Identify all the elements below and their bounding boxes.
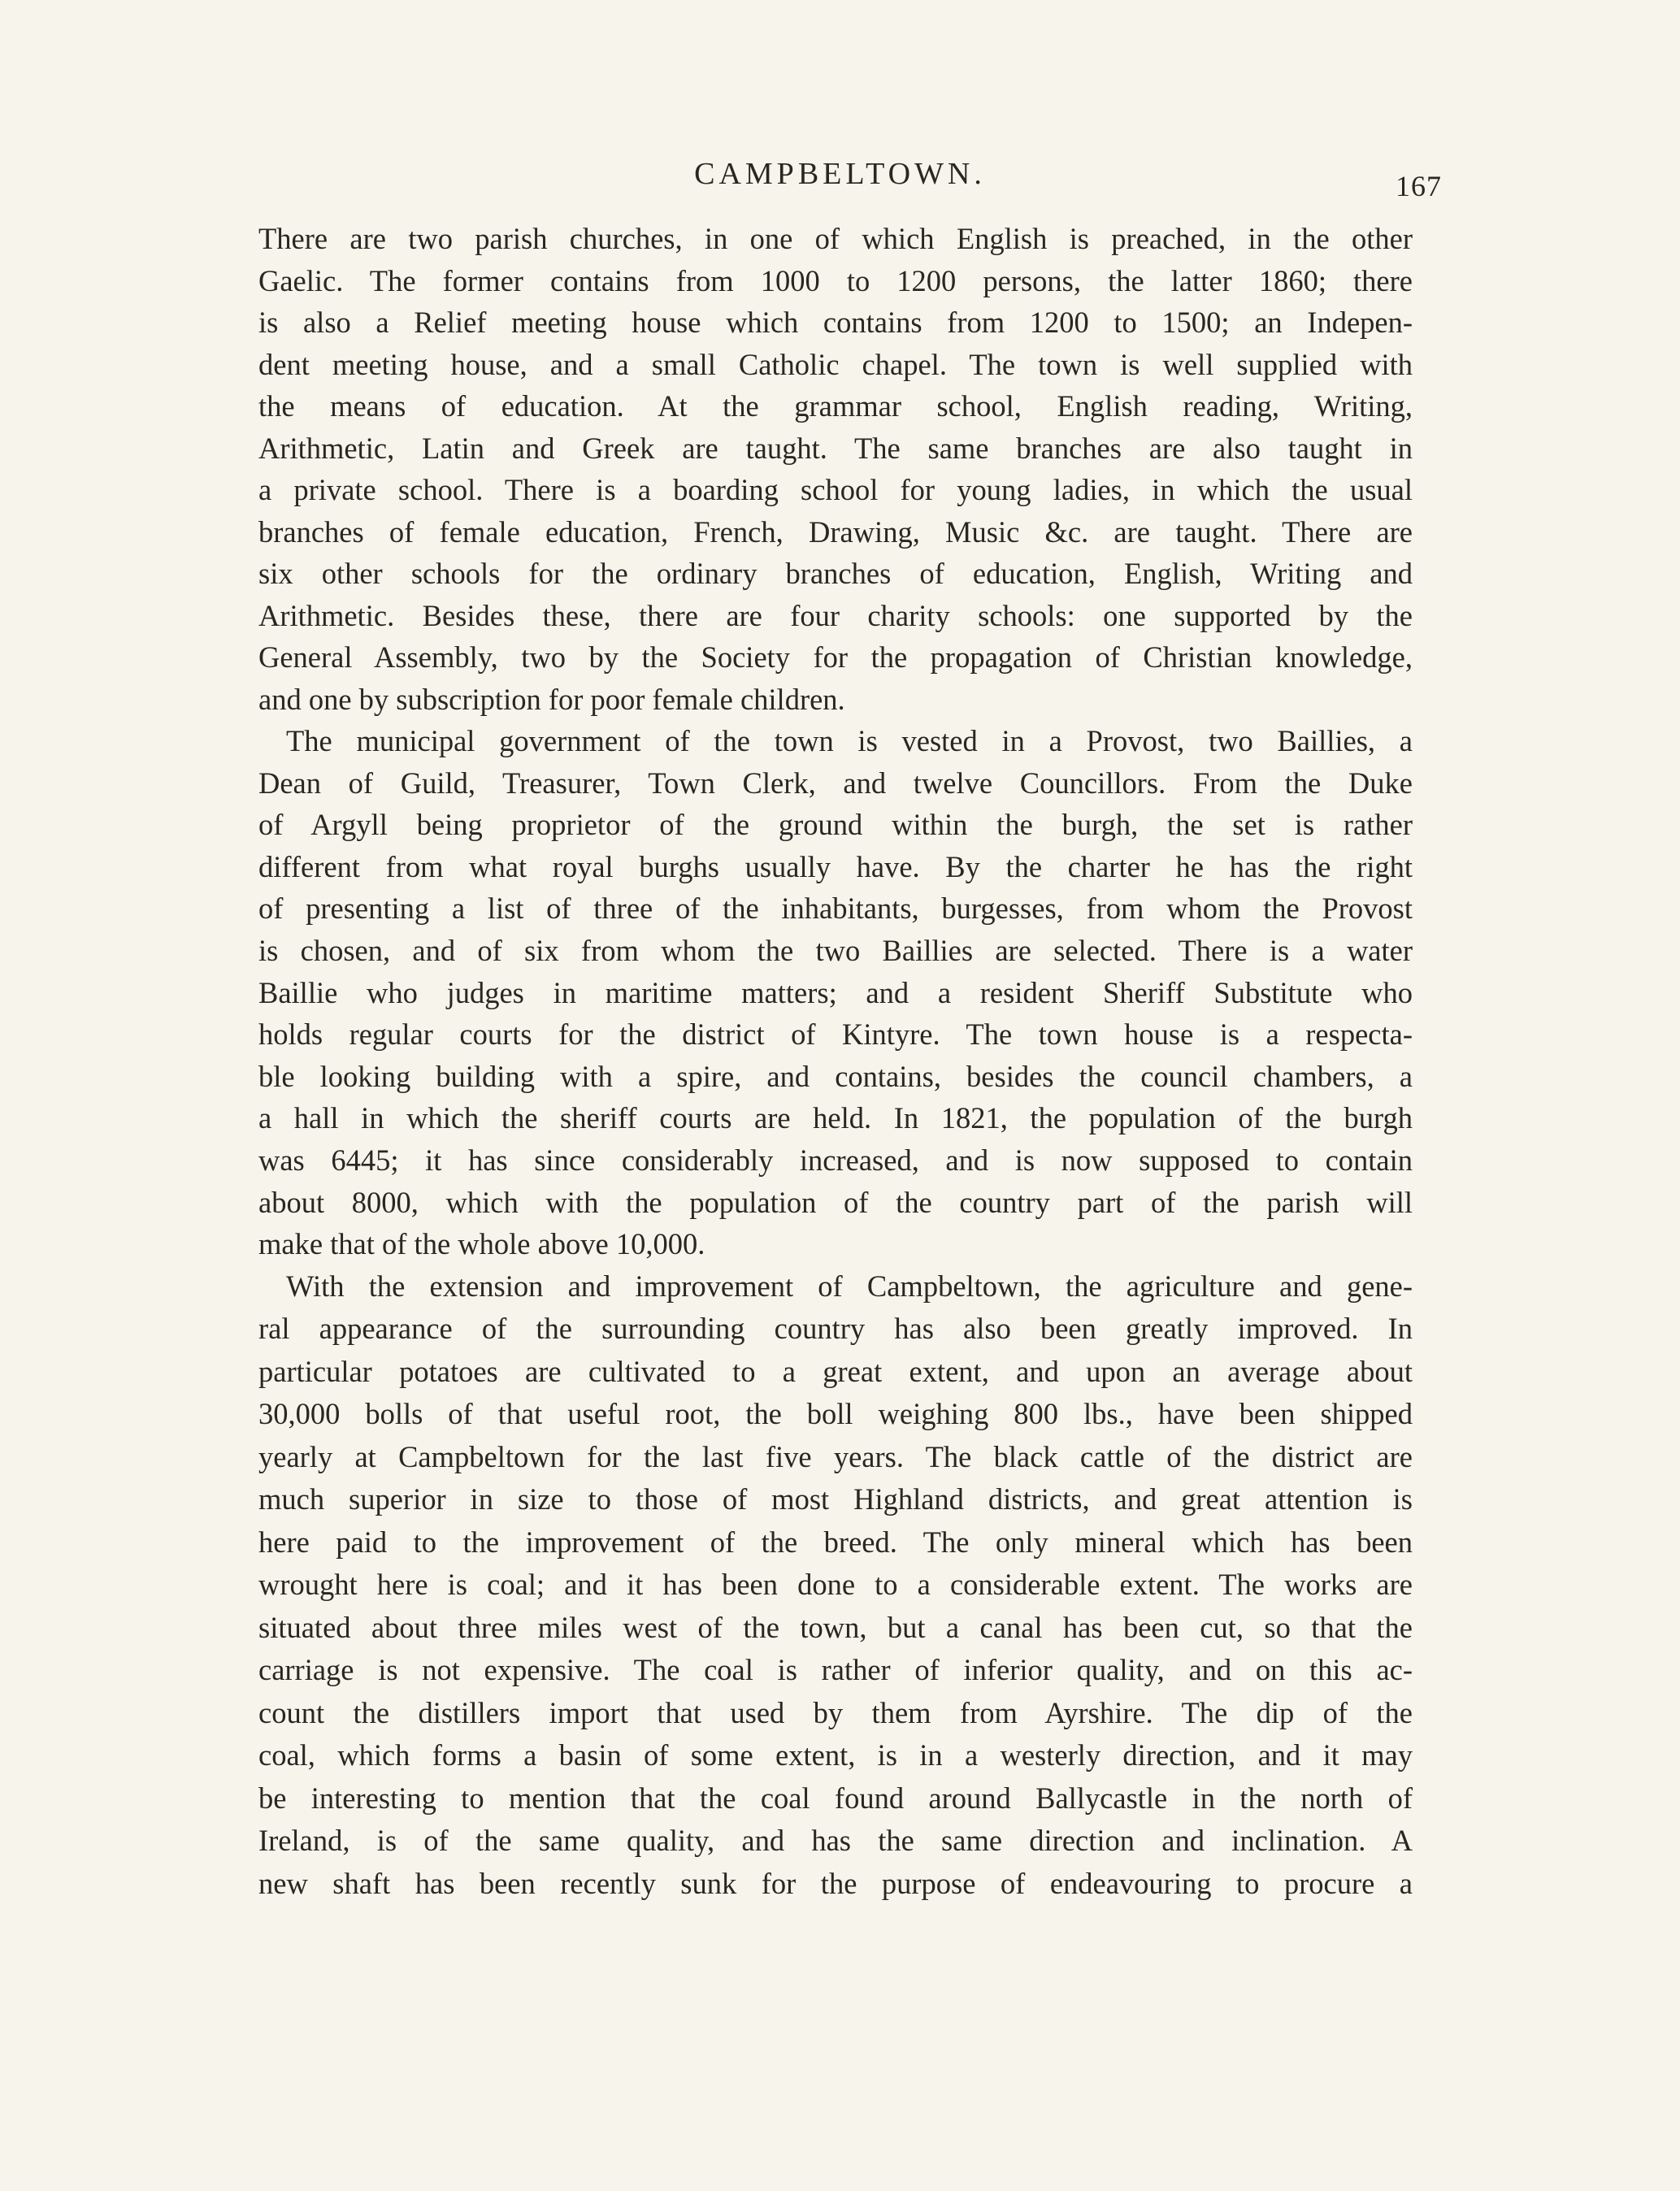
text-line: count the distillers import that used by them from Ayrshire. The dip of the [258,1695,1413,1729]
text-line: ral appearance of the surrounding country has also been greatly improved. In [258,1312,1413,1346]
text-line: is chosen, and of six from whom the two Baillies are selected. There is a water [258,933,1413,967]
text-line: With the extension and improvement of Campbeltown, the agriculture and gene- [286,1269,1413,1303]
text-line: wrought here is coal; and it has been done to a considerable extent. The works are [258,1568,1413,1602]
text-line: Arithmetic. Besides these, there are four charity schools: one supported by the [258,598,1413,632]
text-line: Dean of Guild, Treasurer, Town Clerk, and twelve Councillors. From the Duke [258,766,1413,800]
page-number: 167 [1396,170,1442,202]
text-line: here paid to the improvement of the breed. The only mineral which has been [258,1525,1413,1559]
text-line: much superior in size to those of most Highland districts, and great attention is [258,1482,1413,1516]
text-line: was 6445; it has since considerably increased, and is now supposed to contain [258,1143,1413,1177]
body-text [258,218,1413,1905]
text-line: branches of female education, French, Drawing, Music &c. are taught. There are [258,514,1413,549]
text-line: coal, which forms a basin of some extent, is in a westerly direction, and it may [258,1738,1413,1772]
text-line: of presenting a list of three of the inhabitants, burgesses, from whom the Provost [258,892,1413,926]
text-line: be interesting to mention that the coal found around Ballycastle in the north of [258,1781,1413,1815]
text-line: holds regular courts for the district of Kintyre. The town house is a respecta- [258,1017,1413,1052]
paragraph-churches-schools [258,218,1413,720]
text-line: yearly at Campbeltown for the last five years. The black cattle of the district are [258,1439,1413,1473]
text-line: General Assembly, two by the Society for the propagation of Christian knowledge, [258,640,1413,674]
text-line: a private school. There is a boarding school for young ladies, in which the usual [258,473,1413,506]
text-line: new shaft has been recently sunk for the purpose of endeavouring to procure a [258,1866,1413,1900]
text-line: carriage is not expensive. The coal is rather of inferior quality, and on this ac- [258,1653,1413,1687]
text-line: situated about three miles west of the town, but a canal has been cut, so that the [258,1610,1413,1644]
text-line: and one by subscription for poor female children. [258,682,845,716]
text-line: about 8000, which with the population of the country part of the parish will [258,1185,1413,1219]
text-line: 30,000 bolls of that useful root, the boll weighing 800 lbs., have been shipped [258,1397,1413,1431]
running-head [0,156,1680,205]
text-line: dent meeting house, and a small Catholic chapel. The town is well supplied with [258,347,1413,381]
paragraph-agriculture-coal [258,1265,1413,1906]
text-line: make that of the whole above 10,000. [258,1227,705,1261]
text-line: particular potatoes are cultivated to a great extent, and upon an average about [258,1354,1413,1388]
paragraph-municipal-government [258,720,1413,1265]
text-line: Baillie who judges in maritime matters; and a resident Sheriff Substitute who [258,975,1413,1009]
text-line: Ireland, is of the same quality, and has the same direction and inclination. A [258,1824,1413,1858]
text-line: the means of education. At the grammar school, English reading, Writing, [258,389,1413,423]
running-title: CAMPBELTOWN. [694,157,986,191]
text-line: The municipal government of the town is vested in a Provost, two Baillies, a [286,724,1413,757]
text-line: of Argyll being proprietor of the ground within the burgh, the set is rather [258,808,1413,842]
text-line: There are two parish churches, in one of which English is preached, in the other [258,222,1413,255]
text-line: is also a Relief meeting house which contains from 1200 to 1500; an Indepen- [258,306,1413,339]
text-line: ble looking building with a spire, and contains, besides the council chambers, a [258,1059,1413,1093]
text-line: Gaelic. The former contains from 1000 to 1200 persons, the latter 1860; there [258,263,1413,297]
text-line: a hall in which the sheriff courts are held. In 1821, the population of the burgh [258,1101,1413,1135]
text-line: different from what royal burghs usually have. By the charter he has the right [258,849,1413,883]
text-line: Arithmetic, Latin and Greek are taught. The same branches are also taught in [258,431,1413,465]
text-line: six other schools for the ordinary branches of education, English, Writing and [258,557,1413,590]
